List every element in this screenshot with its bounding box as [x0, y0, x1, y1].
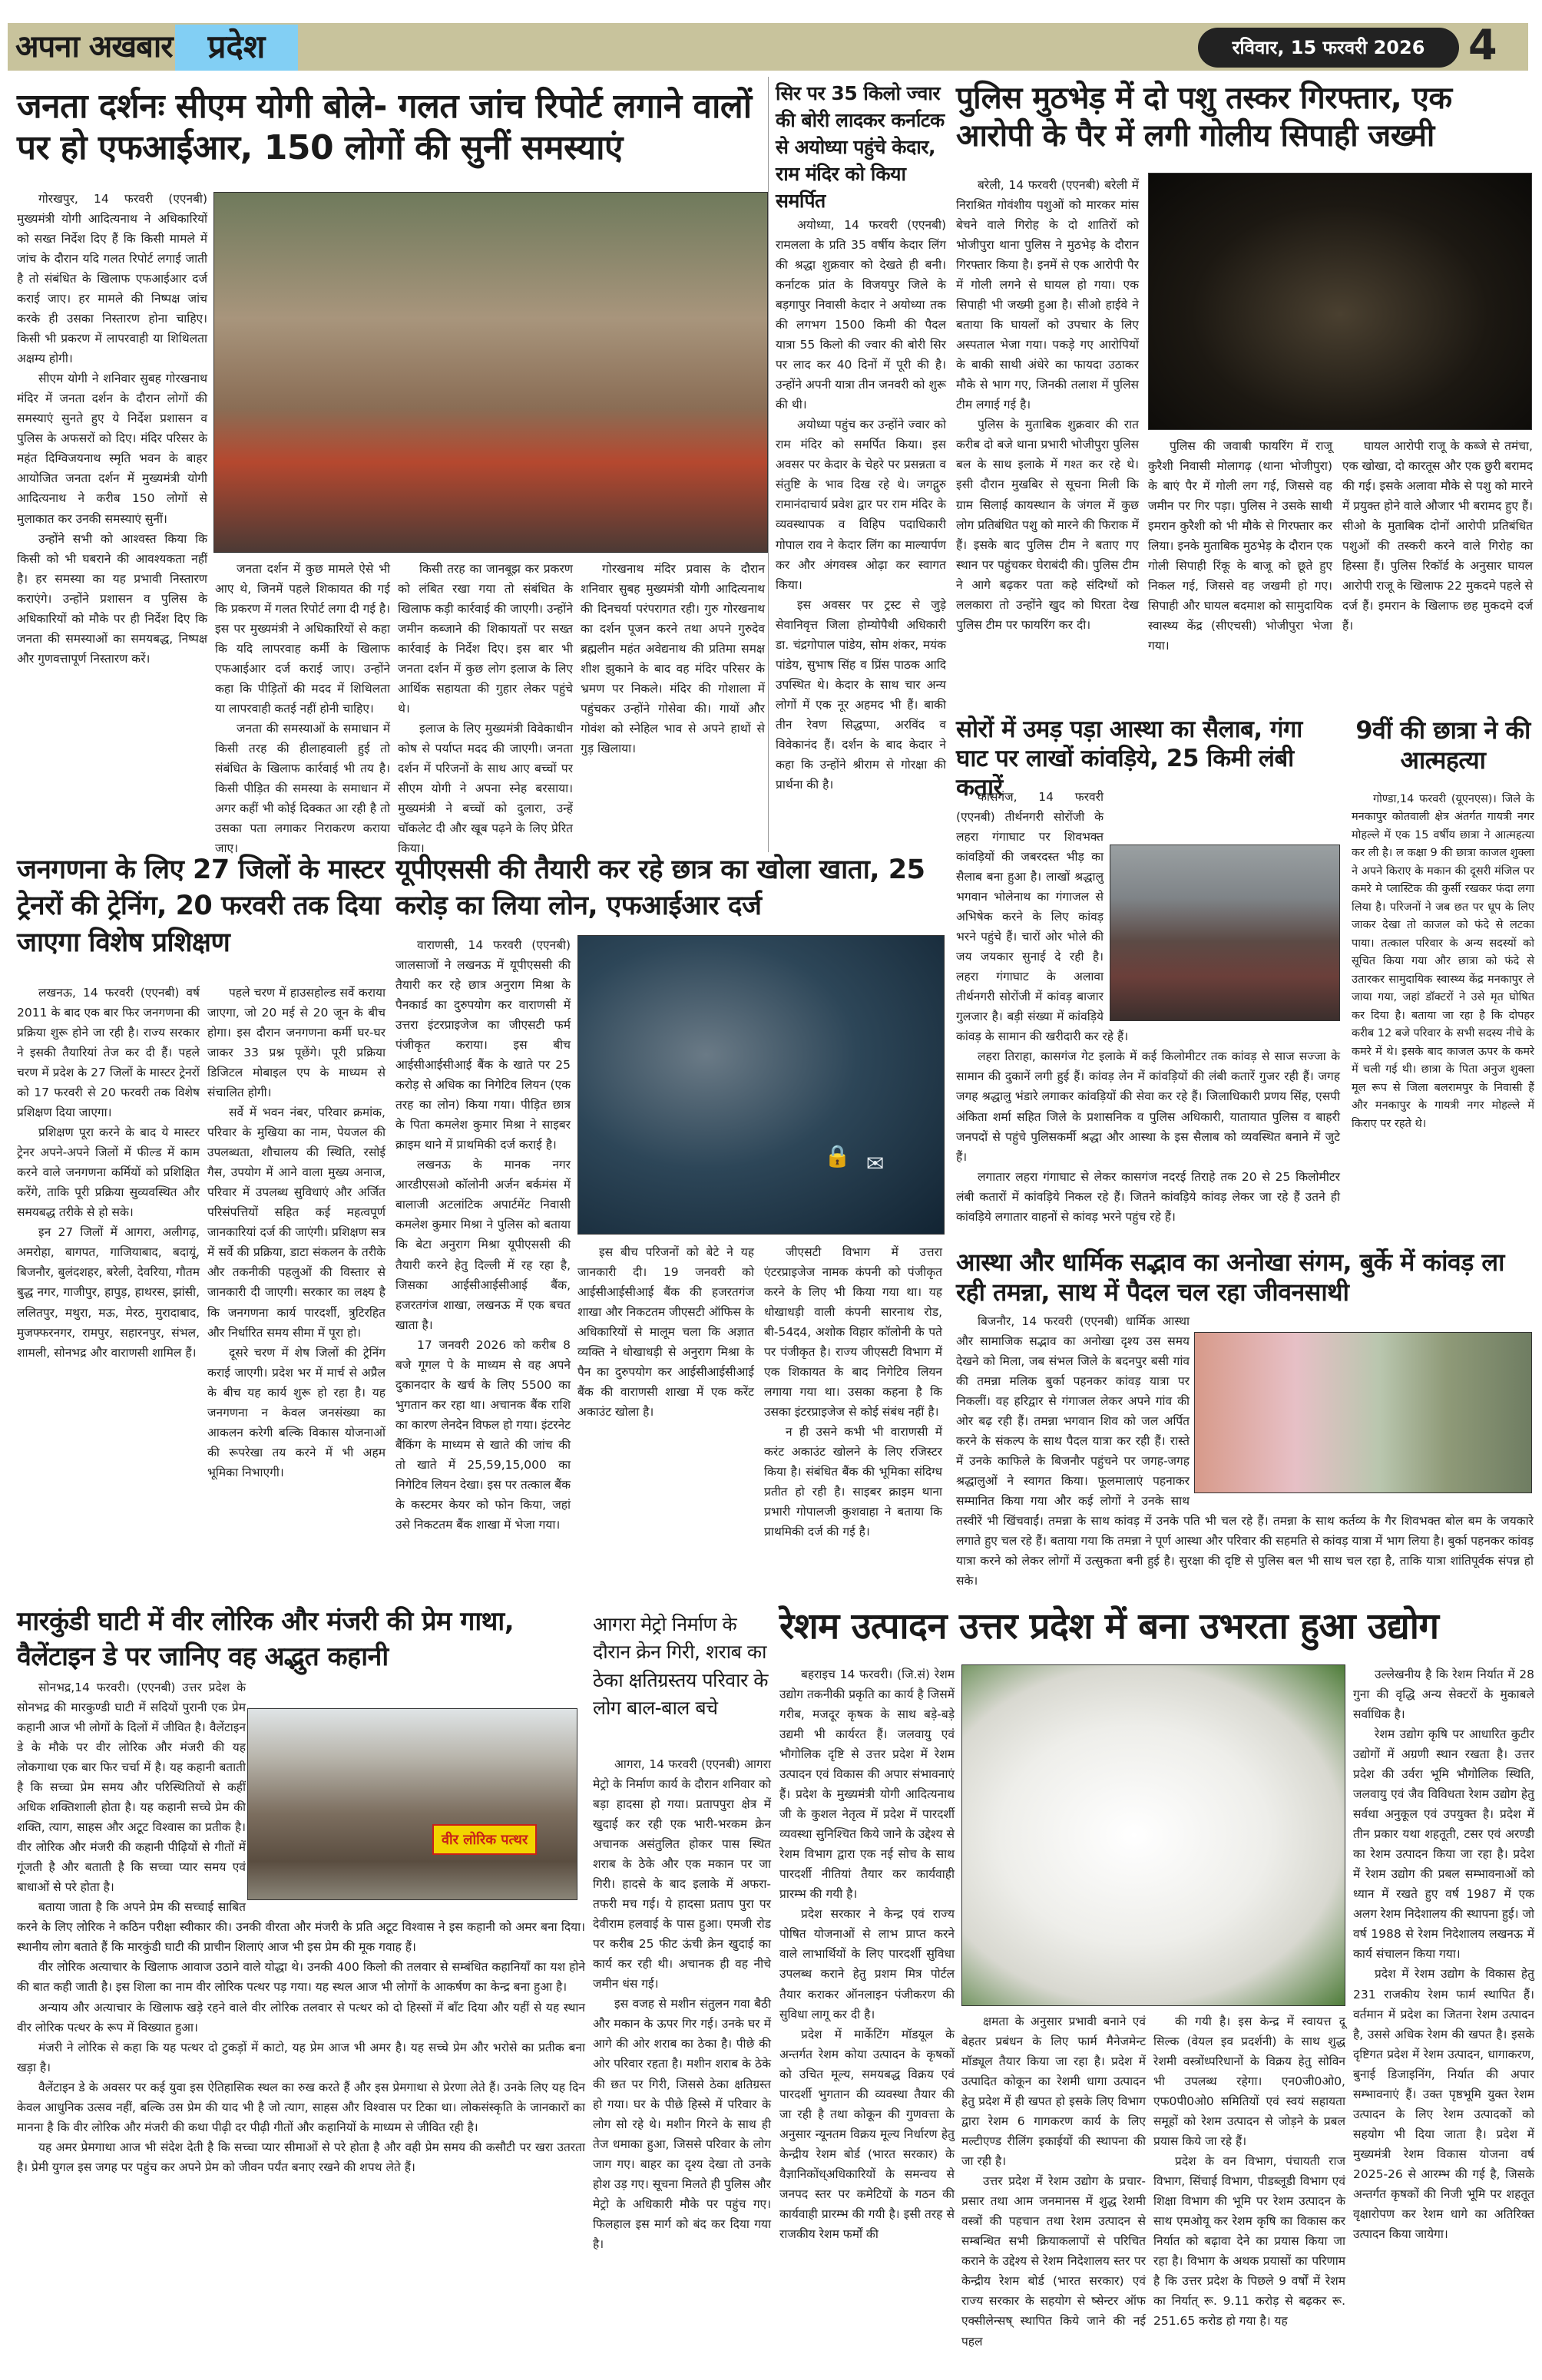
article-body-janta-darshan-col3: किसी तरह का जानबूझ कर प्रकरण को लंबित रखा गया तो संबंधित के खिलाफ कड़ी कार्रवाई की जाएगी। उन्होंने जमीन कब्जाने की शिकायतों पर सख्त कार्रवाई के निर्देश दिए। इस बार भी जनता दर्शन में कुछ लोग इलाज के लिए आर्थिक सहायता की गुहार लेकर पहुंचे थे। इलाज के लिए मुख्यमंत्री विवेकाधीन कोष से पर्याप्त मदद की जाएगी। जनता दर्शन में परिजनों के साथ आए बच्चों पर सीएम योगी ने अपना स्नेह बरसाया। मुख्यमंत्री ने बच्चों को दुलारा, उन्हें चॉकलेट दी और खूब पढ़ने के लिए प्रेरित किया। [398, 562, 573, 856]
photo-silk-cocoons [961, 1664, 1345, 2006]
page-number: 4 [1468, 21, 1497, 69]
article-body-census-col2: पहले चरण में हाउसहोल्ड सर्वे कराया जाएगा, जो 20 मई से 20 जून के बीच होगा। इस दौरान जनगणना कर्मी घर-घर जाकर 33 प्रश्न पूछेंगे। पूरी प्रक्रिया डिजिटल मोबाइल एप के माध्यम से संचालित होगी। सर्वे में भवन नंबर, परिवार क्रमांक, परिवार के मुखिया का नाम, पेयजल की उपलब्धता, शौचालय की स्थिति, रसोई गैस, उपयोग में आने वाला मुख्य अनाज, परिवार में उपलब्ध सुविधाएं और अर्जित परिसंपत्तियों सहित कई महत्वपूर्ण जानकारियां दर्ज की जाएंगी। प्रशिक्षण सत्र में सर्वे की प्रक्रिया, डाटा संकलन के तरीके और तकनीकी पहलुओं की विस्तार से जानकारी दी जाएगी। सरकार का लक्ष्य है कि जनगणना कार्य पारदर्शी, त्रुटिरहित और निर्धारित समय सीमा में पूरा हो। दूसरे चरण में शेष जिलों की ट्रेनिंग कराई जाएगी। प्रदेश भर में मार्च से अप्रैल के बीच यह कार्य शुरू हो रहा है। यह जनगणना न केवल जनसंख्या का आकलन करेगी बल्कि विकास योजनाओं की रूपरेखा तय करने में भी अहम भूमिका निभाएगी। [207, 986, 386, 1479]
headline-janta-darshan: जनता दर्शनः सीएम योगी बोले- गलत जांच रिपोर्ट लगाने वालों पर हो एफआईआर, 150 लोगों की सुनीं समस्याएं [17, 87, 752, 167]
article-body-janta-darshan-col2: जनता दर्शन में कुछ मामले ऐसे भी आए थे, जिनमें पहले शिकायत की गई कि प्रकरण में गलत रिपोर्ट लगा दी गई है। इस पर मुख्यमंत्री ने अधिकारियों से कहा कि यदि लापरवाह कर्मी के खिलाफ एफआईआर दर्ज कराई जाए। उन्होंने कहा कि पीड़ितों की मदद में शिथिलता या लापरवाही कतई नहीं होनी चाहिए। जनता की समस्याओं के समाधान में किसी तरह की हीलाहवाली हुई तो संबंधित के खिलाफ कार्रवाई भी तय है। किसी पीड़ित की समस्या के समाधान में अगर कहीं भी कोई दिक्कत आ रही है तो उसका पता लगाकर निराकरण कराया जाए। [215, 562, 390, 856]
issue-date: रविवार, 15 फरवरी 2026 [1198, 28, 1459, 68]
article-body-silk-col1: बहराइच 14 फरवरी। (जि.सं) रेशम उद्योग तकनीकी प्रकृति का कार्य है जिसमें गरीब, मजदूर कृषक के साथ बड़े-बड़े उद्यमी भी कार्यरत हैं। जलवायु एवं भौगोलिक दृष्टि से उत्तर प्रदेश में रेशम उत्पादन एवं विकास की अपार संभावनाएं हैं। प्रदेश के मुख्यमंत्री योगी आदित्यनाथ जी के कुशल नेतृत्व में प्रदेश में पारदर्शी व्यवस्था सुनिश्चित किये जाने के उद्देश्य से रेशम विभाग द्वारा एक नई सोच के साथ पारदर्शी नीतियां तैयार कर कार्यवाही प्रारम्भ की गयी है। प्रदेश सरकार ने केन्द्र एवं राज्य पोषित योजनाओं से लाभ प्राप्त करने वाले लाभार्थियों के लिए पारदर्शी सुविधा उपलब्ध कराने हेतु प्रशम मित्र पोर्टल तैयार कराकर ऑनलाइन पंजीकरण की सुविधा लागू कर दी है। प्रदेश में मार्केटिंग मॉडयूल के अन्तर्गत रेशम कोया उत्पादन के कृषकों को उचित मूल्य, समयबद्ध विक्रय एवं पारदर्शी भुगतान की व्यवस्था तैयार की जा रही है तथा कोकून की गुणवत्ता के अनुसार न्यूनतम विक्रय मूल्य निर्धारण हेतु केन्द्रीय रेशम बोर्ड (भारत सरकार) के वैज्ञानिकोंध्अधिकारियों के समन्वय से जनपद स्तर पर कमेटियों के गठन की कार्यवाही प्रारम्भ की गयी है। इसी तरह से राजकीय रेशम फर्मों की [779, 1668, 955, 2241]
headline-upsc-fraud: यूपीएससी की तैयारी कर रहे छात्र का खोला खाता, 25 करोड़ का लिया लोन, एफआईआर दर्ज [395, 854, 925, 922]
article-body-student: गोण्डा,14 फरवरी (यूएनएस)। जिले के मनकापुर कोतवाली क्षेत्र अंतर्गत गायत्री नगर मोहल्ले में एक 15 वर्षीय छात्रा ने आत्महत्या कर ली है। ल कक्षा 9 की छात्रा काजल शुक्ला ने अपने किराए के मकान की दूसरी मंजिल पर कमरे मे प्लास्टिक की कुर्सी रखकर फंदा लगा लिया है। परिजनों ने जब छत पर धूप के लिए जाकर देखा तो काजल को फंदे से लटका पाया। तत्काल परिवार के अन्य सदस्यों को सूचित किया गया और छात्रा को फंदे से उतारकर सामुदायिक स्वास्थ्य केंद्र मनकापुर ले जाया गया, जहां डॉक्टरों ने उसे मृत घोषित कर दिया है। बताया जा रहा है कि दोपहर करीब 12 बजे परिवार के सभी सदस्य नीचे के कमरे में थे। इसके बाद काजल ऊपर के कमरे में चली गई थी। छात्रा के पिता अनुज शुक्ला मूल रूप से जिला बलरामपुर के निवासी हैं और मनकापुर के गायत्री नगर मोहल्ले में किराए पर रहते थे। [1352, 793, 1535, 1130]
headline-kedar: सिर पर 35 किलो ज्वार की बोरी लादकर कर्नाटक से अयोध्या पहुंचे केदार, राम मंदिर को किया समर्पित [776, 82, 945, 212]
photo-cyber-hacker [577, 935, 945, 1235]
article-body-silk-col3: की गयी है। इस केन्द्र में स्वायत्त दू सिल्क (वेयल इव प्रदर्शनी) के साथ शुद्ध रेशमी वस्त्रोंध्परिधानों के विक्रय हेतु सोविन भी उपलब्ध रहेगा। एन0जी0ओ0, एफ0पी0ओ0 समितियों एवं स्वयं सहायता समूहों को रेशम उत्पादन से जोड़ने के प्रबल प्रयास किये जा रहे हैं। प्रदेश के वन विभाग, पंचायती राज विभाग, सिंचाई विभाग, पीडब्लूडी विभाग एवं शिक्षा विभाग की भूमि पर रेशम उत्पादन के साथ एमओयू कर रेशम कृषि का विकास कर निर्यात को बढ़ावा देने का प्रयास किया जा रहा है। विभाग के अथक प्रयासों का परिणाम है कि उत्तर प्रदेश के पिछले 9 वर्षों में रेशम का निर्यात् रू. 9.11 करोड़ से बढ़कर रू. 251.65 करोड हो गया है। यह [1153, 2015, 1345, 2329]
dateline: सोनभद्र,14 फरवरी। (एएनबी) [38, 1681, 176, 1694]
section-label: प्रदेश [175, 25, 298, 71]
article-body-police-col2: पुलिस की जवाबी फायरिंग में राजू कुरैशी निवासी मोलागढ़ (थाना भोजीपुरा) के बाएं पैर में गोली लग गई, जिससे वह जमीन पर गिर पड़ा। पुलिस ने उसके साथी इमरान कुरैशी को भी मौके से गिरफ्तार कर लिया। इनके मुताबिक मुठभेड़ के दौरान एक गोली सिपाही रिंकू के बाजू को छूते हुए निकल गई, जिससे वह जखमी हो गए। सिपाही और घायल बदमाश को सामुदायिक स्वास्थ्य केंद्र (सीएचसी) भोजीपुरा भेजा गया। [1148, 439, 1332, 653]
headline-tamanna: आस्था और धार्मिक सद्भाव का अनोखा संगम, बुर्के में कांवड़ ला रही तमन्ना, साथ में पैदल चल रहा जीवनसाथी [956, 1248, 1504, 1307]
dateline: बिजनौर, 14 फरवरी (एएनबी) [978, 1314, 1119, 1328]
dateline: बहराइच 14 फरवरी। (जि.सं) [801, 1668, 931, 1681]
lock-icon: 🔒 [824, 1143, 851, 1169]
dateline: लखनऊ, 14 फरवरी (एएनबी) [38, 986, 180, 1000]
dateline: बरेली, 14 फरवरी (एएनबी) [978, 178, 1100, 192]
article-body-markundi: सोनभद्र,14 फरवरी। (एएनबी) उत्तर प्रदेश के सोनभद्र की मारकुण्डी घाटी में सदियों पुरानी एक प्रेम कहानी आज भी लोगों के दिलों में जीवित है। वैलेंटाइन डे के मौके पर वीर लोरिक और मंजरी की यह लोकगाथा एक बार फिर चर्चा में है। यह कहानी बताती है कि सच्चा प्रेम समय और परिस्थितियों से कहीं अधिक शक्तिशाली होता है। यह कहानी सच्चे प्रेम की शक्ति, त्याग, साहस और अटूट विश्वास का प्रतीक है। वीर लोरिक और मंजरी की कहानी पीढ़ियों से गीतों में गूंजती है और बताती है कि सच्चा प्यार समय एवं बाधाओं से परे होता है। बताया जाता है कि अपने प्रेम की सच्चाई साबित करने के लिए लोरिक ने कठिन परीक्षा स्वीकार की। उनकी वीरता और मंजरी के प्रति अटूट विश्वास ने इस कहानी को अमर बना दिया। स्थानीय लोग बताते हैं कि मारकुंडी घाटी की प्राचीन शिलाएं आज भी इस प्रेम की मूक गवाह हैं। वीर लोरिक अत्याचार के खिलाफ आवाज उठाने वाले योद्धा थे। उनकी 400 किलो की तलवार से सम्बंधित कहानियाँ का यश होने की बात कही जाती है। इस शिला का नाम वीर लोरिक पत्थर पड़ गया। यह स्थल आज भी लोगों के आकर्षण का केन्द्र बना हुआ है। अन्याय और अत्याचार के खिलाफ खड़े रहने वाले वीर लोरिक तलवार से पत्थर को दो हिस्सों में बाँट दिया और यहीं से यह स्थान वीर लोरिक पत्थर के रूप में विख्यात हुआ। मंजरी ने लोरिक से कहा कि यह पत्थर दो टुकड़ों में काटो, यह प्रेम आज भी अमर है। यह सच्चे प्रेम और भरोसे का प्रतीक बना खड़ा है। वैलेंटाइन डे के अवसर पर कई युवा इस ऐतिहासिक स्थल का रुख करते हैं और इस प्रेमगाथा से प्रेरणा लेते हैं। उनके लिए यह दिन केवल आधुनिक उत्सव नहीं, बल्कि उस प्रेम की याद भी है जो त्याग, साहस और विश्वास पर टिका था। लोकसंस्कृति के जानकारों का मानना है कि वीर लोरिक और मंजरी की कथा पीढ़ी दर पीढ़ी गीतों और कहानियों के माध्यम से जीवित रही है। यह अमर प्रेमगाथा आज भी संदेश देती है कि सच्चा प्यार सीमाओं से परे होता है और वही प्रेम समय की कसौटी पर खरा उतरता है। प्रेमी युगल इस जगह पर पहुंच कर अपने प्रेम को जीवन पर्यंत बनाए रखने की शपथ लेते हैं। [17, 1681, 585, 2174]
mail-icon: ✉ [866, 1151, 885, 1176]
article-body-agra-metro: आगरा, 14 फरवरी (एएनबी) आगरा मेट्रो के निर्माण कार्य के दौरान शनिवार को बड़ा हादसा हो गया। प्रतापपुरा क्षेत्र में खुदाई कर रही एक भारी-भरकम क्रेन अचानक असंतुलित होकर पास स्थित शराब के ठेके और एक मकान पर जा गिरी। हादसे के बाद इलाके में अफरा-तफरी मच गई। ये हादसा प्रताप पुरा पर देवीराम हलवाई के पास हुआ। एमजी रोड पर करीब 25 फीट ऊंची क्रेन खुदाई का कार्य कर रही थी। अचानक ही वह नीचे जमीन धंस गई। इस वजह से मशीन संतुलन गवा बैठी और मकान के ऊपर गिर गई। उनके घर में आगे की ओर शराब का ठेका है। पीछे की ओर परिवार रहता है। मशीन शराब के ठेके की छत पर गिरी, जिससे ठेका क्षतिग्रस्त हो गया। घर के पीछे हिस्से में परिवार के लोग सो रहे थे। मशीन गिरने के साथ ही तेज धमाका हुआ, जिससे परिवार के लोग जाग गए। बाहर का दृश्य देखा तो उनके होश उड़ गए। सूचना मिलते ही पुलिस और मेट्रो के अधिकारी मौके पर पहुंच गए। फिलहाल इस मार्ग को बंद कर दिया गया है। [593, 1757, 771, 2251]
column-rule [768, 77, 769, 852]
article-body-janta-darshan-col1: गोरखपुर, 14 फरवरी (एएनबी) मुख्यमंत्री योगी आदित्यनाथ ने अधिकारियों को सख्त निर्देश दिए हैं कि किसी मामले में जांच के दौरान यदि गलत रिपोर्ट लगाई जाती है तो संबंधित के खिलाफ एफआईआर दर्ज कराई जाए। हर मामले की निष्पक्ष जांच करके ही उसका निस्तारण होना चाहिए। किसी भी प्रकरण में लापरवाही या शिथिलता अक्षम्य होगी। सीएम योगी ने शनिवार सुबह गोरखनाथ मंदिर में जनता दर्शन के दौरान लोगों की समस्याएं सुनते हुए ये निर्देश प्रशासन व पुलिस के अफसरों को दिए। मंदिर परिसर के महंत दिग्विजयनाथ स्मृति भवन के बाहर आयोजित जनता दर्शन में मुख्यमंत्री योगी आदित्यनाथ ने करीब 150 लोगों से मुलाकात कर उनकी समस्याएं सुनीं। उन्होंने सभी को आश्वस्त किया कि किसी को भी घबराने की आवश्यकता नहीं है। हर समस्या का यह प्रभावी निस्तारण कराएंगे। उन्होंने प्रशासन व पुलिस के अधिकारियों को मौके पर ही निर्देश दिए कि जनता की समस्याओं का समयबद्ध, निष्पक्ष और गुणवत्तापूर्ण निस्तारण करें। [17, 192, 207, 666]
photo-police-encounter [1148, 173, 1532, 430]
rock-signboard: वीर लोरिक पत्थर [432, 1824, 537, 1855]
article-body-janta-darshan-col4: गोरखनाथ मंदिर प्रवास के दौरान शनिवार सुबह मुख्यमंत्री योगी आदित्यनाथ की दिनचर्या परंपरागत रही। गुरु गोरखनाथ का दर्शन पूजन करने तथा अपने गुरुदेव ब्रह्मलीन महंत अवेद्यनाथ की प्रतिमा समक्ष शीश झुकाने के बाद वह मंदिर परिसर के भ्रमण पर निकले। मंदिर की गोशाला में पहुंचकर उन्होंने गोसेवा की। गायों और गोवंश को स्नेहिल भाव से अपने हाथों से गुड़ खिलाया। [581, 562, 765, 756]
article-body-police-col3: घायल आरोपी राजू के कब्जे से तमंचा, एक खोखा, दो कारतूस और एक छुरी बरामद की गई। इसके अलावा मौके से पशु को मारने में प्रयुक्त होने वाले औजार भी बरामद हुए हैं। सीओ के मुताबिक दोनों आरोपी प्रतिबंधित पशुओं की तस्करी करने वाले गिरोह का हिस्सा हैं। पुलिस रिकॉर्ड के अनुसार घायल आरोपी राजू के खिलाफ 22 मुकदमे पहले से दर्ज हैं। इमरान के खिलाफ छह मुकदमे दर्ज हैं। [1342, 439, 1533, 633]
headline-student: 9वीं की छात्रा ने की आत्महत्या [1355, 716, 1530, 775]
dateline: अयोध्या, 14 फरवरी (एएनबी) [797, 218, 946, 232]
headline-markundi: मारकुंडी घाटी में वीर लोरिक और मंजरी की प्रेम गाथा, वैलेंटाइन डे पर जानिए वह अद्भुत कहानी [17, 1606, 515, 1672]
photo-cm-janta-darshan [213, 192, 768, 553]
headline-agra-metro: आगरा मेट्रो निर्माण के दौरान क्रेन गिरी, शराब का ठेका क्षतिग्रस्तय परिवार के लोग बाल-बाल बचे [593, 1613, 768, 1719]
dateline: गोण्डा,14 फरवरी (यूएनएस)। [1373, 793, 1497, 805]
headline-silk: रेशम उत्पादन उत्तर प्रदेश में बना उभरता हुआ उद्योग [779, 1605, 1439, 1648]
headline-census: जनगणना के लिए 27 जिलों के मास्टर ट्रेनरों की ट्रेनिंग, 20 फरवरी तक दिया जाएगा विशेष प्रशिक्षण [17, 854, 385, 958]
article-body-silk-col2: क्षमता के अनुसार प्रभावी बनाने एवं बेहतर प्रबंधन के लिए फार्म मैनेजमेन्ट मॉड्यूल तैयार किया जा रहा है। प्रदेश में उत्पादित कोकून का रेशमी धागा उत्पादन हेतु प्रदेश में ही खपत हो इसके लिए विभाग द्वारा रेशम 6 गागकरण कार्य के लिए मल्टीएण्ड रीलिंग इकाईयों की स्थापना की जा रही है। उत्तर प्रदेश में रेशम उद्योग के प्रचार-प्रसार तथा आम जनमानस में शुद्ध रेशमी वस्त्रों की पहचान तथा रेशम उत्पादन से सम्बन्धित सभी क्रियाकलापों से परिचित कराने के उद्देश्य से रेशम निदेशालय स्तर पर केन्द्रीय रेशम बोर्ड (भारत सरकार) एवं राज्य सरकार के सहयोग से ष्सेन्टर ऑफ एक्सीलेन्सष् स्थापित किये जाने की नई पहल [961, 2015, 1146, 2349]
dateline: गोरखपुर, 14 फरवरी (एएनबी) [38, 192, 207, 206]
dateline: वाराणसी, 14 फरवरी (एएनबी) [417, 938, 571, 952]
article-body-soron: कासगंज, 14 फरवरी (एएनबी) तीर्थनगरी सोरोंजी के लहरा गंगाघाट पर शिवभक्त कांवड़ियों की जबरदस्त भीड़ का सैलाब बना हुआ है। लाखों श्रद्धालु भगवान भोलेनाथ का गंगाजल से अभिषेक करने के लिए कांवड़ भरने पहुंचे हैं। चारों ओर भोले की जय जयकार सुनाई दे रही है। लहरा गंगाघाट के अलावा तीर्थनगरी सोरोंजी में कांवड़ बाजार गुलजार है। बड़ी संख्या में कांवड़िये कांवड़ के सामान की खरीदारी कर रहे हैं। लहरा तिराहा, कासगंज गेट इलाके में कई किलोमीटर तक कांवड़ से साज सज्जा के सामान की दुकानें लगी हुई हैं। कांवड़ लेन में कांवड़ियों की लंबी कतारें गुजर रही हैं। जगह जगह श्रद्धालु भंडारे लगाकर कांवड़ियों की सेवा कर रहे हैं। जिलाधिकारी प्रणय सिंह, एसपी अंकिता शर्मा सहित जिले के प्रशासनिक व पुलिस अधिकारी, यातायात पुलिस व बाहरी जनपदों से पहुंचे पुलिसकर्मी श्रद्धा और आस्था के इस सैलाब को व्यवस्थित बनाने में जुटे हैं। लगातार लहरा गंगाघाट से लेकर कासगंज नदरई तिराहे तक 20 से 25 किलोमीटर लंबी कतारों में कांवड़िये निकल रहे हैं। जितने कांवड़िये कांवड़ लेकर जा रहे हैं उतने ही कांवड़िये लगातार वाहनों से कांवड़ भरने पहुंच रहे हैं। [956, 790, 1340, 1224]
article-body-police-col1: बरेली, 14 फरवरी (एएनबी) बरेली में निराश्रित गोवंशीय पशुओं को मारकर मांस बेचने वाले गिरोह के दो शातिरों को भोजीपुरा थाना पुलिस ने मुठभेड़ के दौरान गिरफ्तार किया है। इनमें से एक आरोपी पैर में गोली लगने से घायल हो गया। एक सिपाही भी जख्मी हुआ है। सीओ हाईवे ने बताया कि घायलों को उपचार के लिए अस्पताल भेजा गया। पकड़े गए आरोपियों के बाकी साथी अंधेरे का फायदा उठाकर मौके से भाग गए, जिनकी तलाश में पुलिस टीम लगाई गई है। पुलिस के मुताबिक शुक्रवार की रात करीब दो बजे थाना प्रभारी भोजीपुरा पुलिस बल के साथ इलाके में गश्त कर रहे थे। इसी दौरान मुखबिर से सूचना मिली कि ग्राम सिलाई कायस्थान के जंगल में कुछ लोग प्रतिबंधित पशु को मारने की फिराक में हैं। इसके बाद पुलिस टीम ने बताए गए स्थान पर पहुंचकर घेराबंदी की। पुलिस टीम ने आगे बढ़कर पता कहे संदिग्धों को ललकारा तो उन्होंने खुद को घिरता देख पुलिस टीम पर फायरिंग कर दी। [956, 178, 1139, 632]
article-body-upsc-col3: जीएसटी विभाग में उत्तरा एंटरप्राइजेज नामक कंपनी को पंजीकृत करने के लिए भी किया गया था। यह धोखाधड़ी वाली कंपनी सारनाथ रोड, बी-54द4, अशोक विहार कॉलोनी के पते पर पंजीकृत है। राज्य जीएसटी विभाग में एक शिकायत के बाद निगेटिव लियन लगाया गया था। उसका कहना है कि उसका इंटरप्राइजेज से कोई संबंध नहीं है। न ही उसने कभी भी वाराणसी में करंट अकाउंट खोलने के लिए रजिस्टर किया है। संबंधित बैंक की भूमिका संदिग्ध प्रतीत हो रही है। साइबर क्राइम थाना प्रभारी गोपालजी कुशवाहा ने बताया कि प्राथमिकी दर्ज की गई है। [764, 1245, 942, 1539]
article-body-silk-col4: उल्लेखनीय है कि रेशम निर्यात में 28 गुना की वृद्धि अन्य सेक्टरों के मुकाबले सर्वाधिक है। रेशम उद्योग कृषि पर आधारित कुटीर उद्योगों में अग्रणी स्थान रखता है। उत्तर प्रदेश की उर्वरा भूमि भौगोलिक स्थिति, जलवायु एवं जैव विविधता रेशम उद्योग हेतु सर्वथा अनुकूल एवं उपयुक्त है। प्रदेश में तीन प्रकार यथा शहतूती, टसर एवं अरण्डी का रेशम उत्पादन किया जा रहा है। प्रदेश में रेशम उद्योग की प्रबल सम्भावनाओं को ध्यान में रखते हुए वर्ष 1987 में एक अलग रेशम निदेशालय की स्थापना हुई। जो वर्ष 1988 से रेशम निदेशालय लखनऊ में कार्य संचालन किया गया। प्रदेश में रेशम उद्योग के विकास हेतु 231 राजकीय रेशम फार्म स्थापित हैं। वर्तमान में प्रदेश का जितना रेशम उत्पादन है, उससे अधिक रेशम की खपत है। इसके दृष्टिगत प्रदेश में रेशम उत्पादन, धागाकरण, बुनाई डिजाइनिंग, निर्यात की अपार सम्भावनाएं हैं। उक्त पृष्ठभूमि युक्त रेशम उत्पादन के लिए रेशम उत्पादकों को सहयोग भी दिया जाता है। प्रदेश में मुख्यमंत्री रेशम विकास योजना वर्ष 2025-26 से आरम्भ की गई है, जिसके अन्तर्गत कृषकों की निजी भूमि पर शहतूत वृक्षारोपण कर रेशम धागे का अतिरिक्त उत्पादन किया जायेगा। [1353, 1668, 1534, 2241]
headline-soron: सोरों में उमड़ पड़ा आस्था का सैलाब, गंगा घाट पर लाखों कांवड़िये, 25 किमी लंबी कतारें [956, 716, 1302, 802]
article-body-upsc-col2: इस बीच परिजनों को बेटे ने यह जानकारी दी। 19 जनवरी को आईसीआईसीआई बैंक की हजरतगंज शाखा और निकटतम जीएसटी ऑफिस के अधिकारियों से मालूम चला कि अज्ञात व्यक्ति ने धोखाधड़ी से अनुराग मिश्रा के पैन का दुरुपयोग कर आईसीआईसीआई बैंक की वाराणसी शाखा में एक करेंट अकाउंट खोला है। [577, 1245, 754, 1420]
article-body-kedar: अयोध्या, 14 फरवरी (एएनबी) रामलला के प्रति 35 वर्षीय केदार लिंग की श्रद्धा शुक्रवार को देखते ही बनी। कर्नाटक प्रांत के विजयपुर जिले के बड़गापुर निवासी केदार ने अयोध्या तक की लगभग 1500 किमी की पैदल यात्रा 55 किलो की ज्वार की बोरी सिर पर लाद कर 40 दिनों में पूरी की है। उन्होंने अपनी यात्रा तीन जनवरी को शुरू की थी। अयोध्या पहुंच कर उन्होंने ज्वार को राम मंदिर को समर्पित किया। इस अवसर पर केदार के चेहरे पर प्रसन्नता व संतुष्टि के भाव दिख रहे थे। जगद्गुरु रामानंदाचार्य प्रवेश द्वार पर राम मंदिर के व्यवस्थापक व विहिप पदाधिकारी गोपाल राव ने केदार लिंग का माल्यार्पण कर और अंगवस्त्र ओढ़ा कर स्वागत किया। इस अवसर पर ट्रस्ट से जुड़े सेवानिवृत्त जिला होम्योपैथी अधिकारी डा. चंद्रगोपाल पांडेय, सोम शंकर, मयंक पांडेय, सुभाष सिंह व प्रिंस पाठक आदि उपस्थित थे। केदार के साथ चार अन्य लोगों में एक नूर अहमद भी हैं। बाकी तीन रेवण सिद्धप्पा, अरविंद व विवेकानंद हैं। दर्शन के बाद केदार ने कहा कि उन्होंने श्रीराम से गोरक्षा की प्रार्थना की है। [776, 218, 946, 792]
article-body-tamanna: बिजनौर, 14 फरवरी (एएनबी) धार्मिक आस्था और सामाजिक सद्भाव का अनोखा दृश्य उस समय देखने को मिला, जब संभल जिले के बदनपुर बसी गांव की तमन्ना मलिक बुर्का पहनकर कांवड़ यात्रा पर निकलीं। वह हरिद्वार से गंगाजल लेकर अपने गांव की ओर बढ़ रही हैं। तमन्ना भगवान शिव को जल अर्पित करने के संकल्प के साथ पैदल यात्रा कर रही हैं। रास्ते में उनके काफिले के बिजनौर पहुंचने पर जगह-जगह श्रद्धालुओं ने स्वागत किया। फूलमालाएं पहनाकर सम्मानित किया गया और कई लोगों ने उनके साथ तस्वीरें भी खिंचवाईं। तमन्ना के साथ कांवड़ में उनके पति भी चल रहे हैं। तमन्ना के साथ कर्तव्य के गैर शिवभक्त बोल बम के जयकारे लगाते हुए चल रहे हैं। बताया गया कि तमन्ना ने पूर्ण आस्था और परिवार की सहमति से कांवड़ यात्रा में भाग लिया है। बुर्का पहनकर कांवड़ यात्रा करने को लेकर लोगों में उत्सुकता बनी हुई है। सुरक्षा की दृष्टि से पुलिस बल भी साथ चल रहा है, ताकि यात्रा शांतिपूर्वक संपन्न हो सके। [956, 1314, 1534, 1588]
article-body-census-col1: लखनऊ, 14 फरवरी (एएनबी) वर्ष 2011 के बाद एक बार फिर जनगणना की प्रक्रिया शुरू होने जा रही है। राज्य सरकार ने इसकी तैयारियां तेज कर दी हैं। पहले चरण में प्रदेश के 27 जिलों के मास्टर ट्रेनरों को 17 फरवरी से 20 फरवरी तक विशेष प्रशिक्षण दिया जाएगा। प्रशिक्षण पूरा करने के बाद ये मास्टर ट्रेनर अपने-अपने जिलों में फील्ड में काम करने वाले जनगणना कर्मियों को प्रशिक्षित करेंगे, ताकि पूरी प्रक्रिया सुव्यवस्थित और समयबद्ध तरीके से हो सके। इन 27 जिलों में आगरा, अलीगढ़, अमरोहा, बागपत, गाजियाबाद, बदायूं, बिजनौर, बुलंदशहर, बरेली, देवरिया, गौतम बुद्ध नगर, गाजीपुर, हापुड़, हाथरस, झांसी, ललितपुर, मथुरा, मऊ, मेरठ, मुरादाबाद, मुजफ्फरनगर, रामपुर, सहारनपुर, संभल, शामली, सोनभद्र और वाराणसी शामिल हैं। [17, 986, 200, 1360]
newspaper-brand: अपना अखबार [15, 29, 173, 64]
article-body-upsc-col1: वाराणसी, 14 फरवरी (एएनबी) जालसाजों ने लखनऊ में यूपीएससी की तैयारी कर रहे छात्र अनुराग मिश्रा के पैनकार्ड का दुरुपयोग कर वाराणसी में उत्तरा इंटरप्राइजेज का जीएसटी फर्म पंजीकृत कराया। इस बीच आईसीआईसीआई बैंक के खाते पर 25 करोड़ से अधिक का निगेटिव लियन (एक तरह का लोन) किया गया। पीड़ित छात्र के पिता कमलेश कुमार मिश्रा ने साइबर क्राइम थाने में प्राथमिकी दर्ज कराई है। लखनऊ के मानक नगर आरडीएसओ कॉलोनी अर्जन बर्कमंस में बालाजी अटलांटिक अपार्टमेंट निवासी कमलेश कुमार मिश्रा ने पुलिस को बताया कि बेटा अनुराग मिश्रा यूपीएससी की तैयारी करने हेतु दिल्ली में रह रहा है, जिसका आईसीआईसीआई बैंक, हजरतगंज शाखा, लखनऊ में एक बचत खाता है। 17 जनवरी 2026 को करीब 8 बजे गूगल पे के माध्यम से वह अपने दुकानदार के खर्च के लिए 5500 का भुगतान कर रहा था। अचानक बैंक राशि का कारण लेनदेन विफल हो गया। इंटरनेट बैंकिंग के माध्यम से खाते की जांच की तो खाते में 25,59,15,000 का निगेटिव लियन देखा। इस पर तत्काल बैंक के कस्टमर केयर को फोन किया, जहां उसे निकटतम बैंक शाखा में भेजा गया। [395, 938, 571, 1532]
dateline: कासगंज, 14 फरवरी (एएनबी) [956, 790, 1104, 825]
dateline: आगरा, 14 फरवरी (एएनबी) [614, 1757, 740, 1771]
headline-police-encounter: पुलिस मुठभेड़ में दो पशु तस्कर गिरफ्तार, एक आरोपी के पैर में लगी गोलीय सिपाही जख्मी [956, 81, 1452, 154]
